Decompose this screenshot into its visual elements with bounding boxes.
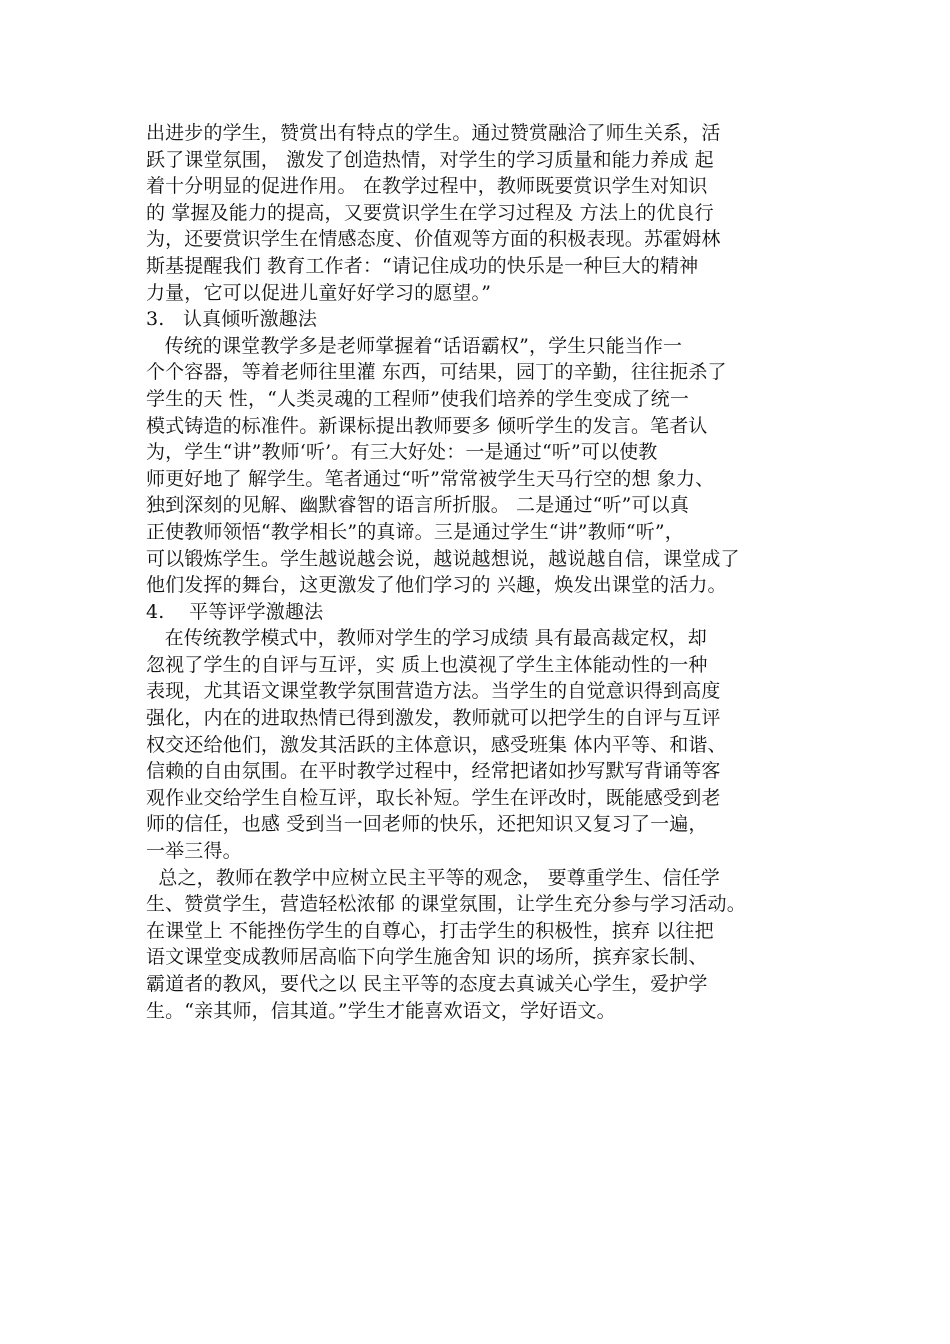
text-line: 为，还要赏识学生在情感态度、价值观等方面的积极表现。苏霍姆林 [146,228,721,251]
text-line: 一举三得。 [146,840,242,863]
text-line: 忽视了学生的自评与互评，实 质上也漠视了学生主体能动性的一种 [146,653,708,676]
text-line: 权交还给他们，激发其活跃的主体意识，感受班集 体内平等、和谐、 [146,733,727,756]
text-line: 在传统教学模式中，教师对学生的学习成绩 具有最高裁定权，却 [146,627,707,650]
text-line: 师的信任，也感 受到当一回老师的快乐，还把知识又复习了一遍， [146,813,708,836]
text-line: 表现，尤其语文课堂教学氛围营造方法。当学生的自觉意识得到高度 [146,680,721,703]
text-line: 他们发挥的舞台，这更激发了他们学习的 兴趣，焕发出课堂的活力。 [146,574,727,597]
text-line: 在课堂上 不能挫伤学生的自尊心，打击学生的积极性，摈弃 以往把 [146,919,714,942]
text-line: 师更好地了 解学生。笔者通过“听”常常被学生天马行空的想 象力、 [146,467,715,490]
text-line: 跃了课堂氛围， 激发了创造热情，对学生的学习质量和能力养成 起 [146,148,714,171]
text-line: 观作业交给学生自检互评，取长补短。学生在评改时，既能感受到老 [146,786,721,809]
text-line: 信赖的自由氛围。在平时教学过程中，经常把诸如抄写默写背诵等客 [146,760,721,783]
text-line: 传统的课堂教学多是老师掌握着“话语霸权”，学生只能当作一 [146,334,683,357]
text-line: 强化，内在的进取热情已得到激发，教师就可以把学生的自评与互评 [146,707,721,730]
text-line: 生、赞赏学生，营造轻松浓郁 的课堂氛围，让学生充分参与学习活动。 [146,893,746,916]
section-heading-4: 4. 平等评学激趣法 [146,600,324,623]
text-line: 的 掌握及能力的提高，又要赏识学生在学习过程及 方法上的优良行 [146,201,714,224]
text-line: 个个容器，等着老师往里灌 东西，可结果，园丁的辛勤，往往扼杀了 [146,361,727,384]
text-line: 模式铸造的标准件。新课标提出教师要多 倾听学生的发言。笔者认 [146,414,708,437]
text-line: 总之，教师在教学中应树立民主平等的观念， 要尊重学生、信任学 [146,866,720,889]
text-line: 语文课堂变成教师居高临下向学生施舍知 识的场所，摈弃家长制、 [146,946,708,969]
text-line: 为，学生“讲”教师‘听’。有三大好处：一是通过“听”可以使教 [146,441,658,464]
text-line: 力量，它可以促进儿童好好学习的愿望。” [146,281,492,304]
text-line: 霸道者的教风，要代之以 民主平等的态度去真诚关心学生，爱护学 [146,973,708,995]
text-line: 出进步的学生，赞赏出有特点的学生。通过赞赏融洽了师生关系，活 [146,122,721,144]
text-line: 着十分明显的促进作用。 在教学过程中，教师既要赏识学生对知识 [146,175,708,198]
text-line: 可以锻炼学生。学生越说越会说，越说越想说，越说越自信，课堂成了 [146,547,740,570]
text-line: 独到深刻的见解、幽默睿智的语言所折服。 二是通过“听”可以真 [146,494,689,517]
document-body [146,120,816,1024]
text-line: 学生的天 性，“人类灵魂的工程师”使我们培养的学生变成了统一 [146,387,689,410]
text-line: 斯基提醒我们 教育工作者：“请记住成功的快乐是一种巨大的精神 [146,254,699,277]
text-line: 生。“亲其师，信其道。”学生才能喜欢语文，学好语文。 [146,999,616,1022]
section-heading-3: 3. 认真倾听激趣法 [146,308,318,331]
text-line: 正使教师领悟“教学相长”的真谛。三是通过学生“讲”教师“听”， [146,520,684,543]
